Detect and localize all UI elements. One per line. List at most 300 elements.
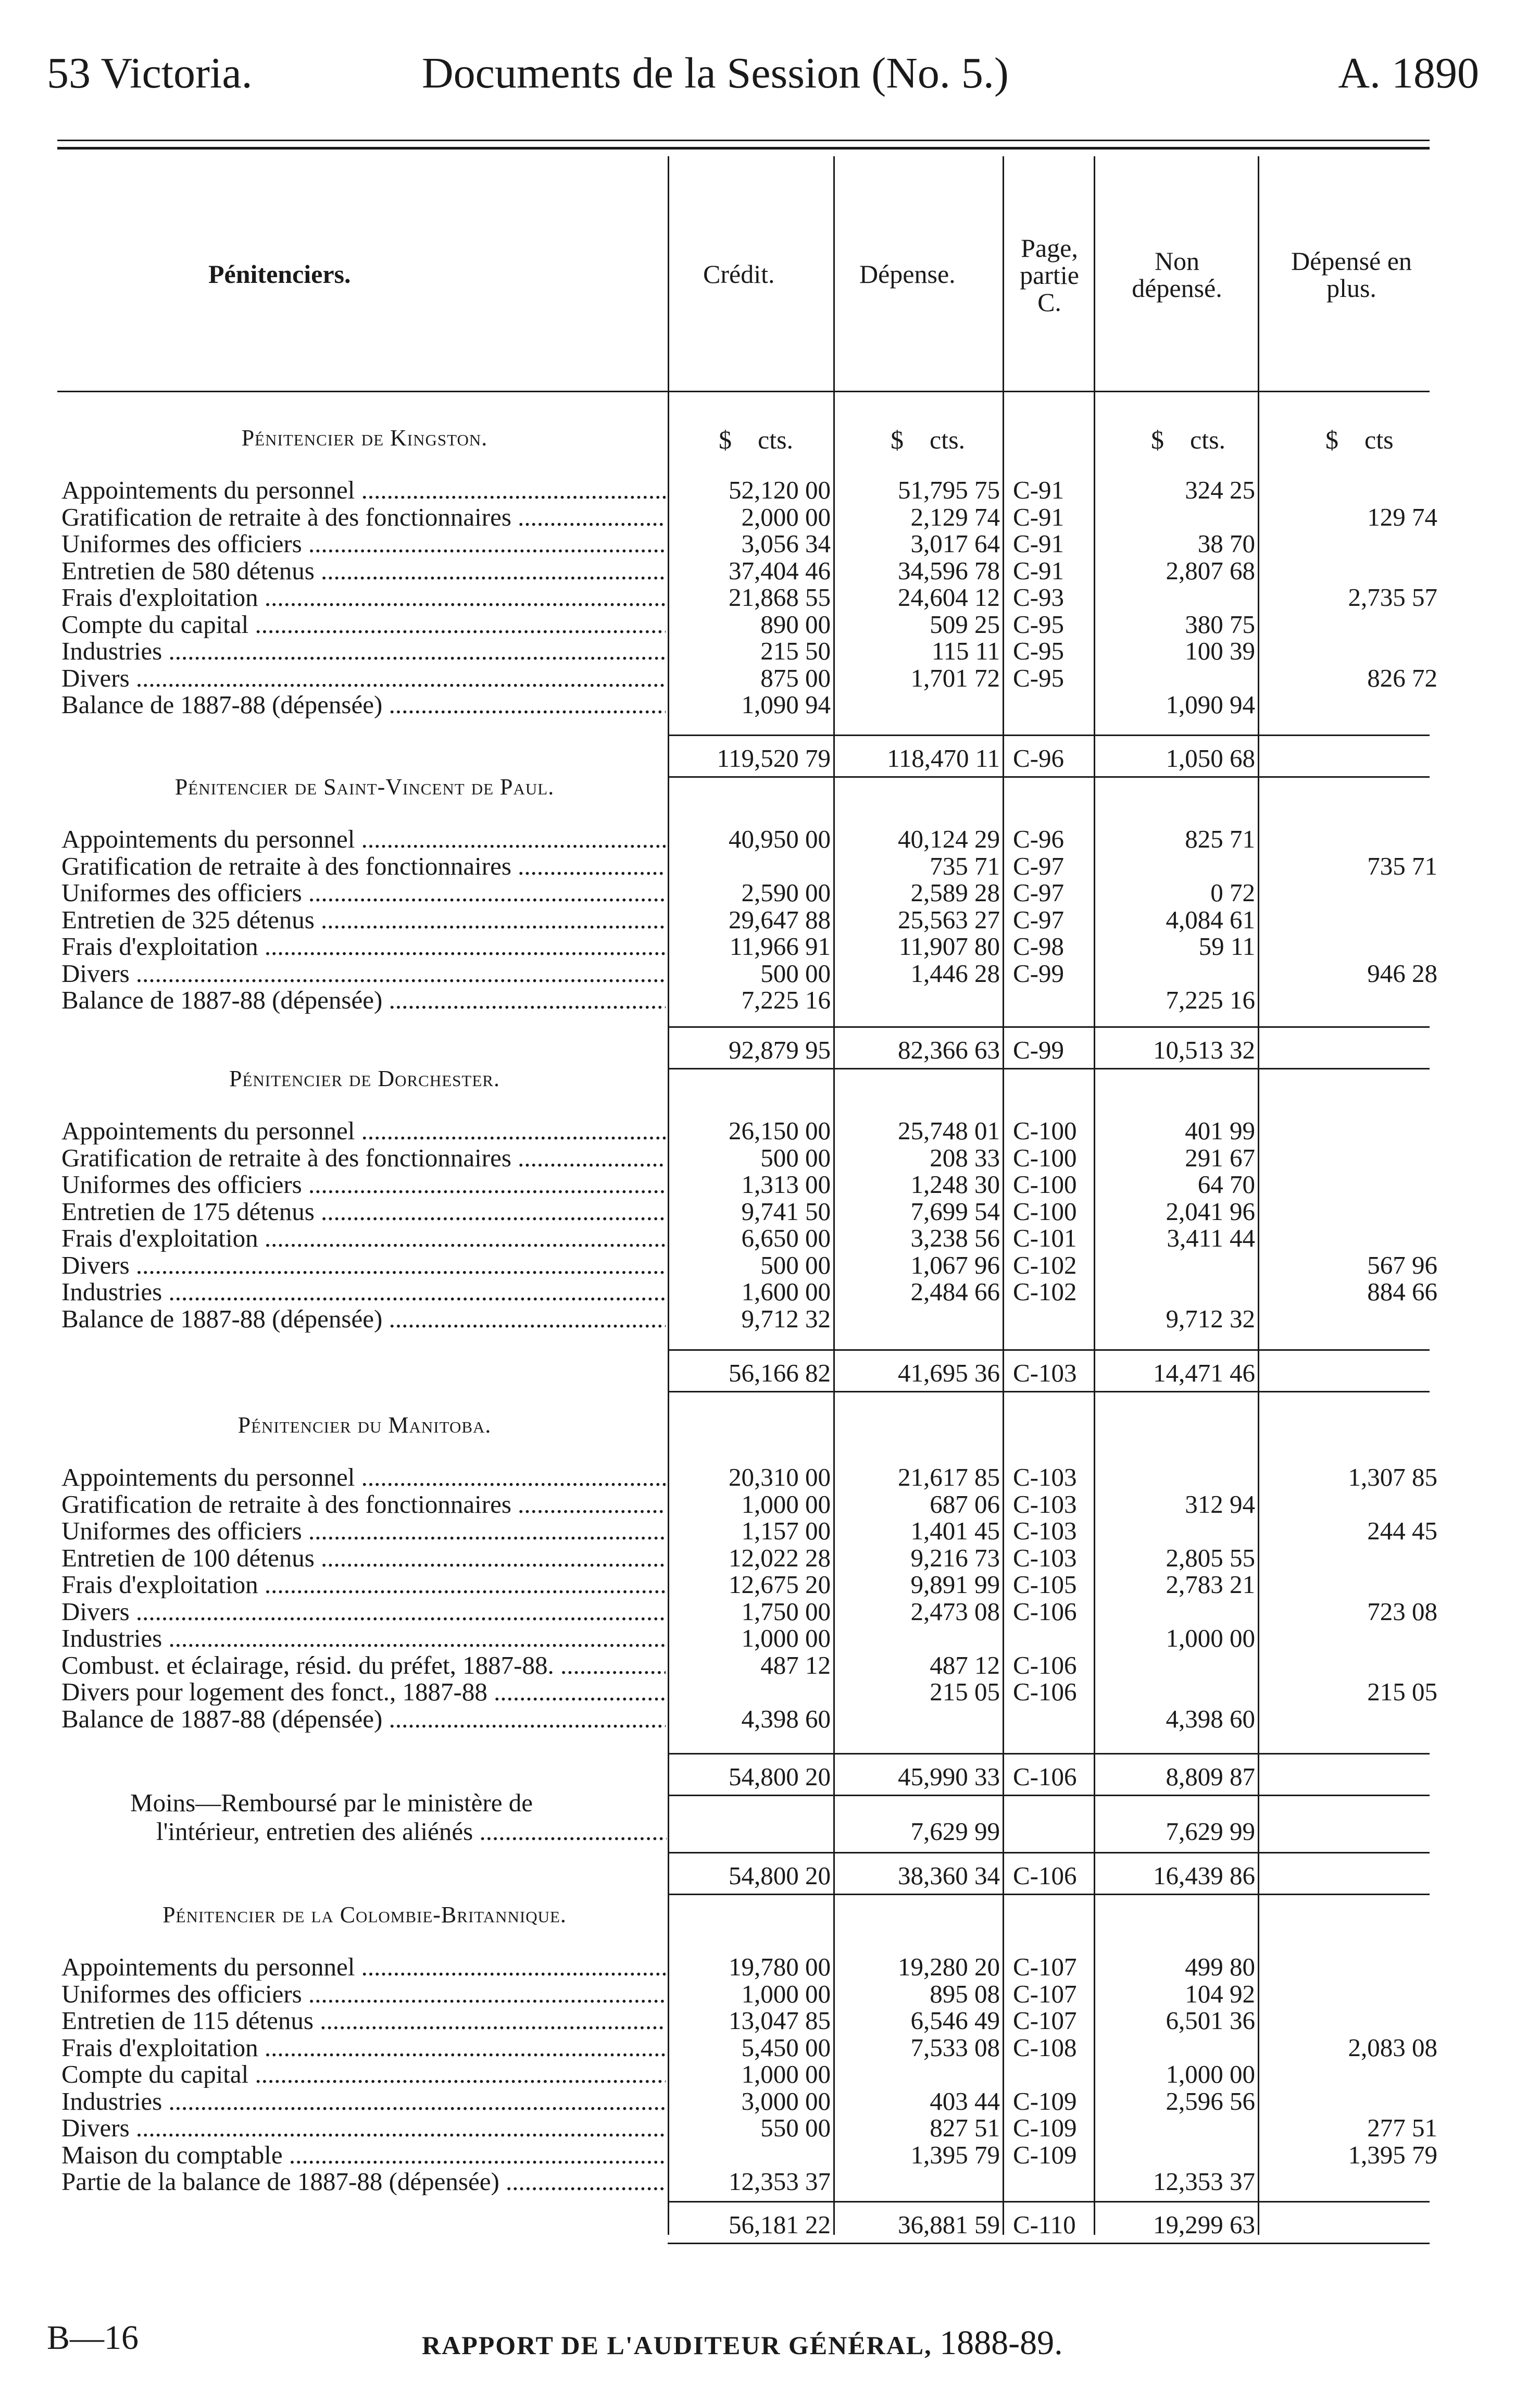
column-header-page-line: Page, [1021,233,1078,263]
non-depense-value: 0 72 [1210,878,1255,907]
table-row [0,2114,1540,2142]
footer-year: 1888-89. [940,2324,1063,2362]
page-reference: C-108 [1013,2033,1077,2062]
column-header-credit: Crédit. [703,259,775,289]
non-depense-value: 324 25 [1185,476,1255,504]
header-year: A. 1890 [1338,49,1479,97]
credit-value: 550 00 [760,2113,831,2142]
depense-value: 2,484 66 [910,1277,1000,1306]
non-depense-value: 312 94 [1185,1489,1255,1519]
table-row [0,853,1540,880]
row-label: Divers pour logement des fonct., 1887-88 ..... [61,1678,666,1706]
credit-units [719,425,793,455]
table-row [0,987,1540,1014]
depense-value: 11,907 80 [898,932,1000,961]
non-depense-value: 7,225 16 [1166,986,1255,1014]
depense-value: 2,129 74 [910,502,1000,531]
depense-value: 2,589 28 [910,878,1000,907]
non-depense-value: 499 80 [1185,1952,1255,1981]
table-row [0,2061,1540,2088]
row-label: Compte du capital ..... [61,2061,666,2088]
row-label: Appointements du personnel ..... [61,826,666,853]
credit-value: 487 12 [760,1650,831,1679]
table-row [0,2142,1540,2169]
table-row [0,2088,1540,2115]
credit-value: 20,310 00 [729,1463,831,1491]
total-rule [668,735,1430,736]
depense-value: 1,701 72 [910,663,1000,692]
page-reference: C-106 [1013,1677,1077,1706]
column-header-plus-line: Dépensé en [1291,246,1412,276]
row-label: Gratification de retraite à des fonctionnaires ..... [61,504,666,531]
table-row [0,1464,1540,1491]
depense-value: 1,248 30 [910,1170,1000,1199]
column-header-penitenciers: Pénitenciers. [208,259,351,289]
total-rule [668,2243,1430,2244]
depense-value: 40,124 29 [898,825,1000,853]
page-reference: C-100 [1013,1116,1077,1145]
non-depense-value: 59 11 [1198,932,1255,961]
row-label: Entretien de 100 détenus ..... [61,1545,666,1572]
depense-en-plus-value: 1,395 79 [1348,2140,1437,2169]
total-depense: 38,360 34 [898,1861,1000,1890]
total-page-ref: C-103 [1013,1359,1077,1387]
non-depense-value: 2,783 21 [1166,1570,1255,1599]
table-row [0,665,1540,692]
depense-units [891,425,965,455]
table-row [0,906,1540,934]
non-depense-value: 6,501 36 [1166,2006,1255,2035]
total-page-ref: C-106 [1013,1762,1077,1791]
page-reference: C-95 [1013,609,1064,639]
table-row [0,826,1540,853]
dollar-sign: $ [891,425,904,454]
section-title-dorchester: Pénitencier de Dorchester. [229,1066,500,1091]
header-session: 53 Victoria. [47,49,253,97]
total-page-ref: C-106 [1013,1861,1077,1890]
net-rule [668,1852,1430,1853]
column-header-depense-en-plus [1266,247,1437,302]
header-rule-thin [57,140,1430,141]
row-label: Frais d'exploitation ..... [61,2034,666,2061]
depense-en-plus-value: 244 45 [1367,1516,1437,1545]
non-depense-value: 2,596 56 [1166,2086,1255,2116]
row-label: Entretien de 175 détenus ..... [61,1198,666,1225]
footer-report-title [422,2323,1063,2363]
plus-units [1325,425,1394,455]
page-reference: C-91 [1013,502,1064,531]
row-label: Divers ..... [61,1252,666,1279]
non-depense-value: 2,805 55 [1166,1543,1255,1572]
section-total-row [0,1037,1540,1064]
total-credit: 54,800 20 [729,1861,831,1890]
row-label: Industries ..... [61,638,666,665]
cents-label: cts. [930,425,966,454]
moins-row-line-1 [0,1789,1540,1816]
page-reference: C-102 [1013,1277,1077,1306]
row-label: Frais d'exploitation ..... [61,1571,666,1598]
depense-value: 827 51 [930,2113,1000,2142]
depense-value: 687 06 [930,1489,1000,1519]
page-reference: C-98 [1013,932,1064,961]
credit-value: 12,353 37 [729,2167,831,2196]
page-reference: C-106 [1013,1650,1077,1679]
depense-en-plus-value: 129 74 [1367,502,1437,531]
non-depense-value: 2,041 96 [1166,1197,1255,1226]
table-row [0,611,1540,638]
moins-depense: 7,629 99 [910,1817,1000,1846]
footer-title-text: RAPPORT DE L'AUDITEUR GÉNÉRAL, [422,2331,932,2360]
depense-value: 3,238 56 [910,1224,1000,1252]
credit-value: 12,675 20 [729,1570,831,1599]
row-label: Appointements du personnel ..... [61,1464,666,1491]
credit-value: 1,750 00 [741,1597,831,1626]
section-total-row [0,1360,1540,1387]
depense-value: 509 25 [930,609,1000,639]
non-depense-value: 64 70 [1197,1170,1255,1199]
table-row [0,504,1540,531]
non-depense-value: 104 92 [1185,1979,1255,2008]
depense-value: 1,401 45 [910,1516,1000,1545]
depense-value: 25,748 01 [898,1116,1000,1145]
row-label: Entretien de 115 détenus ..... [61,2007,666,2034]
depense-value: 895 08 [930,1979,1000,2008]
depense-value: 34,596 78 [898,556,1000,585]
total-rule [668,1026,1430,1028]
non-depense-value: 2,807 68 [1166,556,1255,585]
credit-value: 26,150 00 [729,1116,831,1145]
credit-value: 21,868 55 [729,583,831,612]
section-title-kingston: Pénitencier de Kingston. [241,425,488,451]
page-reference: C-100 [1013,1197,1077,1226]
non-depense-value: 291 67 [1185,1143,1255,1172]
depense-value: 24,604 12 [898,583,1000,612]
table-row [0,1171,1540,1198]
column-header-page-line: C. [1037,288,1061,317]
credit-value: 12,022 28 [729,1543,831,1572]
credit-value: 1,090 94 [741,690,831,719]
credit-value: 500 00 [760,1143,831,1172]
section-total-row [0,2211,1540,2238]
depense-value: 2,473 08 [910,1597,1000,1626]
credit-value: 1,313 00 [741,1170,831,1199]
section-total-row [0,745,1540,772]
total-non-depense: 8,809 87 [1166,1762,1255,1791]
total-non-depense: 10,513 32 [1153,1036,1255,1064]
depense-en-plus-value: 946 28 [1367,959,1437,988]
column-header-depense: Dépense. [859,259,956,289]
row-label: Frais d'exploitation ..... [61,1225,666,1252]
total-non-depense: 19,299 63 [1153,2210,1255,2239]
moins-label: Moins—Remboursé par le ministère de [130,1788,533,1817]
depense-en-plus-value: 826 72 [1367,663,1437,692]
table-row [0,2168,1540,2195]
row-label: Frais d'exploitation ..... [61,584,666,611]
header-document-title: Documents de la Session (No. 5.) [422,49,1009,97]
net-rule [668,1894,1430,1895]
page-header [47,48,1479,105]
table-row [0,557,1540,584]
non-depense-value: 9,712 32 [1166,1304,1255,1333]
depense-en-plus-value: 735 71 [1367,851,1437,880]
cents-label: cts. [1190,425,1226,454]
non-depense-value: 825 71 [1185,825,1255,853]
depense-value: 9,891 99 [910,1570,1000,1599]
row-label: Frais d'exploitation ..... [61,933,666,960]
credit-value: 7,225 16 [741,986,831,1014]
table-row [0,1706,1540,1733]
credit-value: 1,000 00 [741,2060,831,2088]
depense-value: 51,795 75 [898,476,1000,504]
column-header-plus-line: plus. [1326,273,1376,303]
non-depense-value: 3,411 44 [1167,1224,1255,1252]
total-credit: 56,166 82 [729,1359,831,1387]
depense-value: 7,533 08 [910,2033,1000,2062]
page-reference: C-91 [1013,556,1064,585]
dollar-sign: $ [1325,425,1338,454]
row-label: Gratification de retraite à des fonctionnaires ..... [61,853,666,880]
depense-en-plus-value: 567 96 [1367,1250,1437,1279]
depense-value: 21,617 85 [898,1463,1000,1491]
credit-value: 13,047 85 [729,2006,831,2035]
page-reference: C-107 [1013,2006,1077,2035]
table-row [0,1252,1540,1279]
table-row [0,960,1540,987]
table-row [0,1678,1540,1706]
credit-value: 6,650 00 [741,1224,831,1252]
section-title-colombie-britannique: Pénitencier de la Colombie-Britannique. [162,1902,567,1927]
total-depense: 82,366 63 [898,1036,1000,1064]
total-rule [668,1349,1430,1351]
depense-value: 25,563 27 [898,905,1000,934]
table-row [0,530,1540,557]
total-non-depense: 1,050 68 [1166,744,1255,773]
table-row [0,1545,1540,1572]
row-label: Divers ..... [61,2114,666,2142]
depense-en-plus-value: 277 51 [1367,2113,1437,2142]
row-label: Divers ..... [61,665,666,692]
total-rule [668,2201,1430,2203]
page-reference: C-100 [1013,1170,1077,1199]
row-label: Gratification de retraite à des fonctionnaires ..... [61,1491,666,1518]
total-credit: 119,520 79 [717,744,831,773]
credit-value: 19,780 00 [729,1952,831,1981]
depense-value: 403 44 [930,2086,1000,2116]
total-credit: 54,800 20 [729,1762,831,1791]
credit-value: 3,000 00 [741,2086,831,2116]
page-reference: C-91 [1013,529,1064,558]
depense-value: 19,280 20 [898,1952,1000,1981]
depense-value: 208 33 [930,1143,1000,1172]
row-label: Uniformes des officiers ..... [61,1981,666,2008]
table-row [0,1198,1540,1225]
column-header-page [1010,234,1088,316]
page-reference: C-103 [1013,1516,1077,1545]
page-reference: C-105 [1013,1570,1077,1599]
table-row [0,1571,1540,1598]
page-reference: C-109 [1013,2140,1077,2169]
table-row [0,477,1540,504]
table-row [0,1652,1540,1679]
non-depense-value: 4,398 60 [1166,1704,1255,1733]
page-reference: C-93 [1013,583,1064,612]
page-reference: C-103 [1013,1543,1077,1572]
table-row [0,1953,1540,1981]
total-credit: 56,181 22 [729,2210,831,2239]
row-label: Maison du comptable ..... [61,2142,666,2169]
row-label: Combust. et éclairage, résid. du préfet, 1887-88. ..... [61,1652,666,1679]
page-reference: C-102 [1013,1250,1077,1279]
depense-en-plus-value: 2,083 08 [1348,2033,1437,2062]
credit-value: 29,647 88 [729,905,831,934]
total-credit: 92,879 95 [729,1036,831,1064]
depense-value: 735 71 [930,851,1000,880]
table-row [0,691,1540,718]
table-row [0,1278,1540,1305]
cents-label: cts [1364,425,1394,454]
credit-value: 2,000 00 [741,502,831,531]
page-reference: C-95 [1013,663,1064,692]
page-reference: C-96 [1013,825,1064,853]
credit-value: 890 00 [760,609,831,639]
header-divider [57,391,1430,392]
credit-value: 1,600 00 [741,1277,831,1306]
depense-value: 487 12 [930,1650,1000,1679]
table-row [0,1491,1540,1518]
column-header-page-line: partie [1020,260,1079,290]
table-row [0,1225,1540,1252]
dollar-sign: $ [719,425,732,454]
row-label: Uniformes des officiers ..... [61,1171,666,1198]
page-reference: C-109 [1013,2113,1077,2142]
table-row [0,2007,1540,2034]
page-footer [47,2318,1349,2360]
total-rule [668,1068,1430,1069]
page-reference: C-107 [1013,1979,1077,2008]
credit-value: 1,000 00 [741,1624,831,1652]
column-header-non-line: Non [1154,246,1200,276]
non-depense-value: 1,000 00 [1166,1624,1255,1652]
page-reference: C-95 [1013,637,1064,665]
page-reference: C-101 [1013,1224,1077,1252]
credit-value: 37,404 46 [729,556,831,585]
non-depense-value: 1,000 00 [1166,2060,1255,2088]
row-label: Appointements du personnel ..... [61,1117,666,1144]
page-reference: C-91 [1013,476,1064,504]
depense-value: 115 11 [931,637,1000,665]
row-label: Appointements du personnel ..... [61,1953,666,1981]
footer-page-reference: B—16 [47,2319,139,2357]
total-page-ref: C-110 [1013,2210,1076,2239]
column-header-non-line: dépensé. [1132,273,1222,303]
total-rule [668,1753,1430,1755]
non-units [1151,425,1225,455]
table-row [0,1305,1540,1333]
row-label: Gratification de retraite à des fonctionnaires ..... [61,1144,666,1172]
depense-value: 215 05 [930,1677,1000,1706]
page-reference: C-103 [1013,1489,1077,1519]
table-row [0,1625,1540,1652]
table-row [0,1144,1540,1172]
table-row [0,1517,1540,1545]
page-reference: C-106 [1013,1597,1077,1626]
non-depense-value: 1,090 94 [1166,690,1255,719]
credit-value: 2,590 00 [741,878,831,907]
row-label: Industries ..... [61,2088,666,2115]
credit-value: 5,450 00 [741,2033,831,2062]
depense-value: 9,216 73 [910,1543,1000,1572]
depense-value: 1,446 28 [910,959,1000,988]
non-depense-value: 38 70 [1197,529,1255,558]
credit-value: 1,000 00 [741,1489,831,1519]
row-label: Appointements du personnel ..... [61,477,666,504]
non-depense-value: 380 75 [1185,609,1255,639]
table-row [0,933,1540,960]
row-label: Balance de 1887-88 (dépensée) ..... [61,987,666,1014]
section-title-saint-vincent: Pénitencier de Saint-Vincent de Paul. [174,774,555,800]
table-row [0,2034,1540,2061]
moins-row-line-2 [0,1818,1540,1845]
depense-en-plus-value: 723 08 [1367,1597,1437,1626]
depense-en-plus-value: 2,735 57 [1348,583,1437,612]
section-title-manitoba: Pénitencier du Manitoba. [237,1412,492,1438]
total-page-ref: C-99 [1013,1036,1064,1064]
credit-value: 11,966 91 [729,932,831,961]
depense-value: 3,017 64 [910,529,1000,558]
credit-value: 40,950 00 [729,825,831,853]
total-non-depense: 14,471 46 [1153,1359,1255,1387]
total-depense: 36,881 59 [898,2210,1000,2239]
row-label: Industries ..... [61,1625,666,1652]
table-row [0,879,1540,906]
row-label: Balance de 1887-88 (dépensée) ..... [61,1706,666,1733]
section-total-row [0,1763,1540,1790]
page-reference: C-99 [1013,959,1064,988]
page-reference: C-97 [1013,851,1064,880]
row-label: Balance de 1887-88 (dépensée) ..... [61,691,666,718]
total-depense: 118,470 11 [887,744,1000,773]
non-depense-value: 12,353 37 [1153,2167,1255,2196]
depense-en-plus-value: 884 66 [1367,1277,1437,1306]
credit-value: 9,712 32 [741,1304,831,1333]
row-label: Balance de 1887-88 (dépensée) ..... [61,1305,666,1333]
page-reference: C-97 [1013,905,1064,934]
header-rule-thick [57,147,1430,150]
non-depense-value: 401 99 [1185,1116,1255,1145]
depense-value: 1,067 96 [910,1250,1000,1279]
depense-value: 6,546 49 [910,2006,1000,2035]
page-reference: C-97 [1013,878,1064,907]
cents-label: cts. [758,425,794,454]
row-label: Uniformes des officiers ..... [61,879,666,906]
credit-value: 1,000 00 [741,1979,831,2008]
total-non-depense: 16,439 86 [1153,1861,1255,1890]
table-row [0,1598,1540,1625]
total-rule [668,1391,1430,1392]
page-reference: C-107 [1013,1952,1077,1981]
total-depense: 41,695 36 [898,1359,1000,1387]
credit-value: 500 00 [760,1250,831,1279]
row-label: Uniformes des officiers ..... [61,1517,666,1545]
table-row [0,638,1540,665]
moins-label: l'intérieur, entretien des aliénés ..... [156,1818,667,1845]
page-reference: C-103 [1013,1463,1077,1491]
row-label: Compte du capital ..... [61,611,666,638]
credit-value: 52,120 00 [729,476,831,504]
total-rule [668,776,1430,778]
total-page-ref: C-96 [1013,744,1064,773]
depense-value: 1,395 79 [910,2140,1000,2169]
